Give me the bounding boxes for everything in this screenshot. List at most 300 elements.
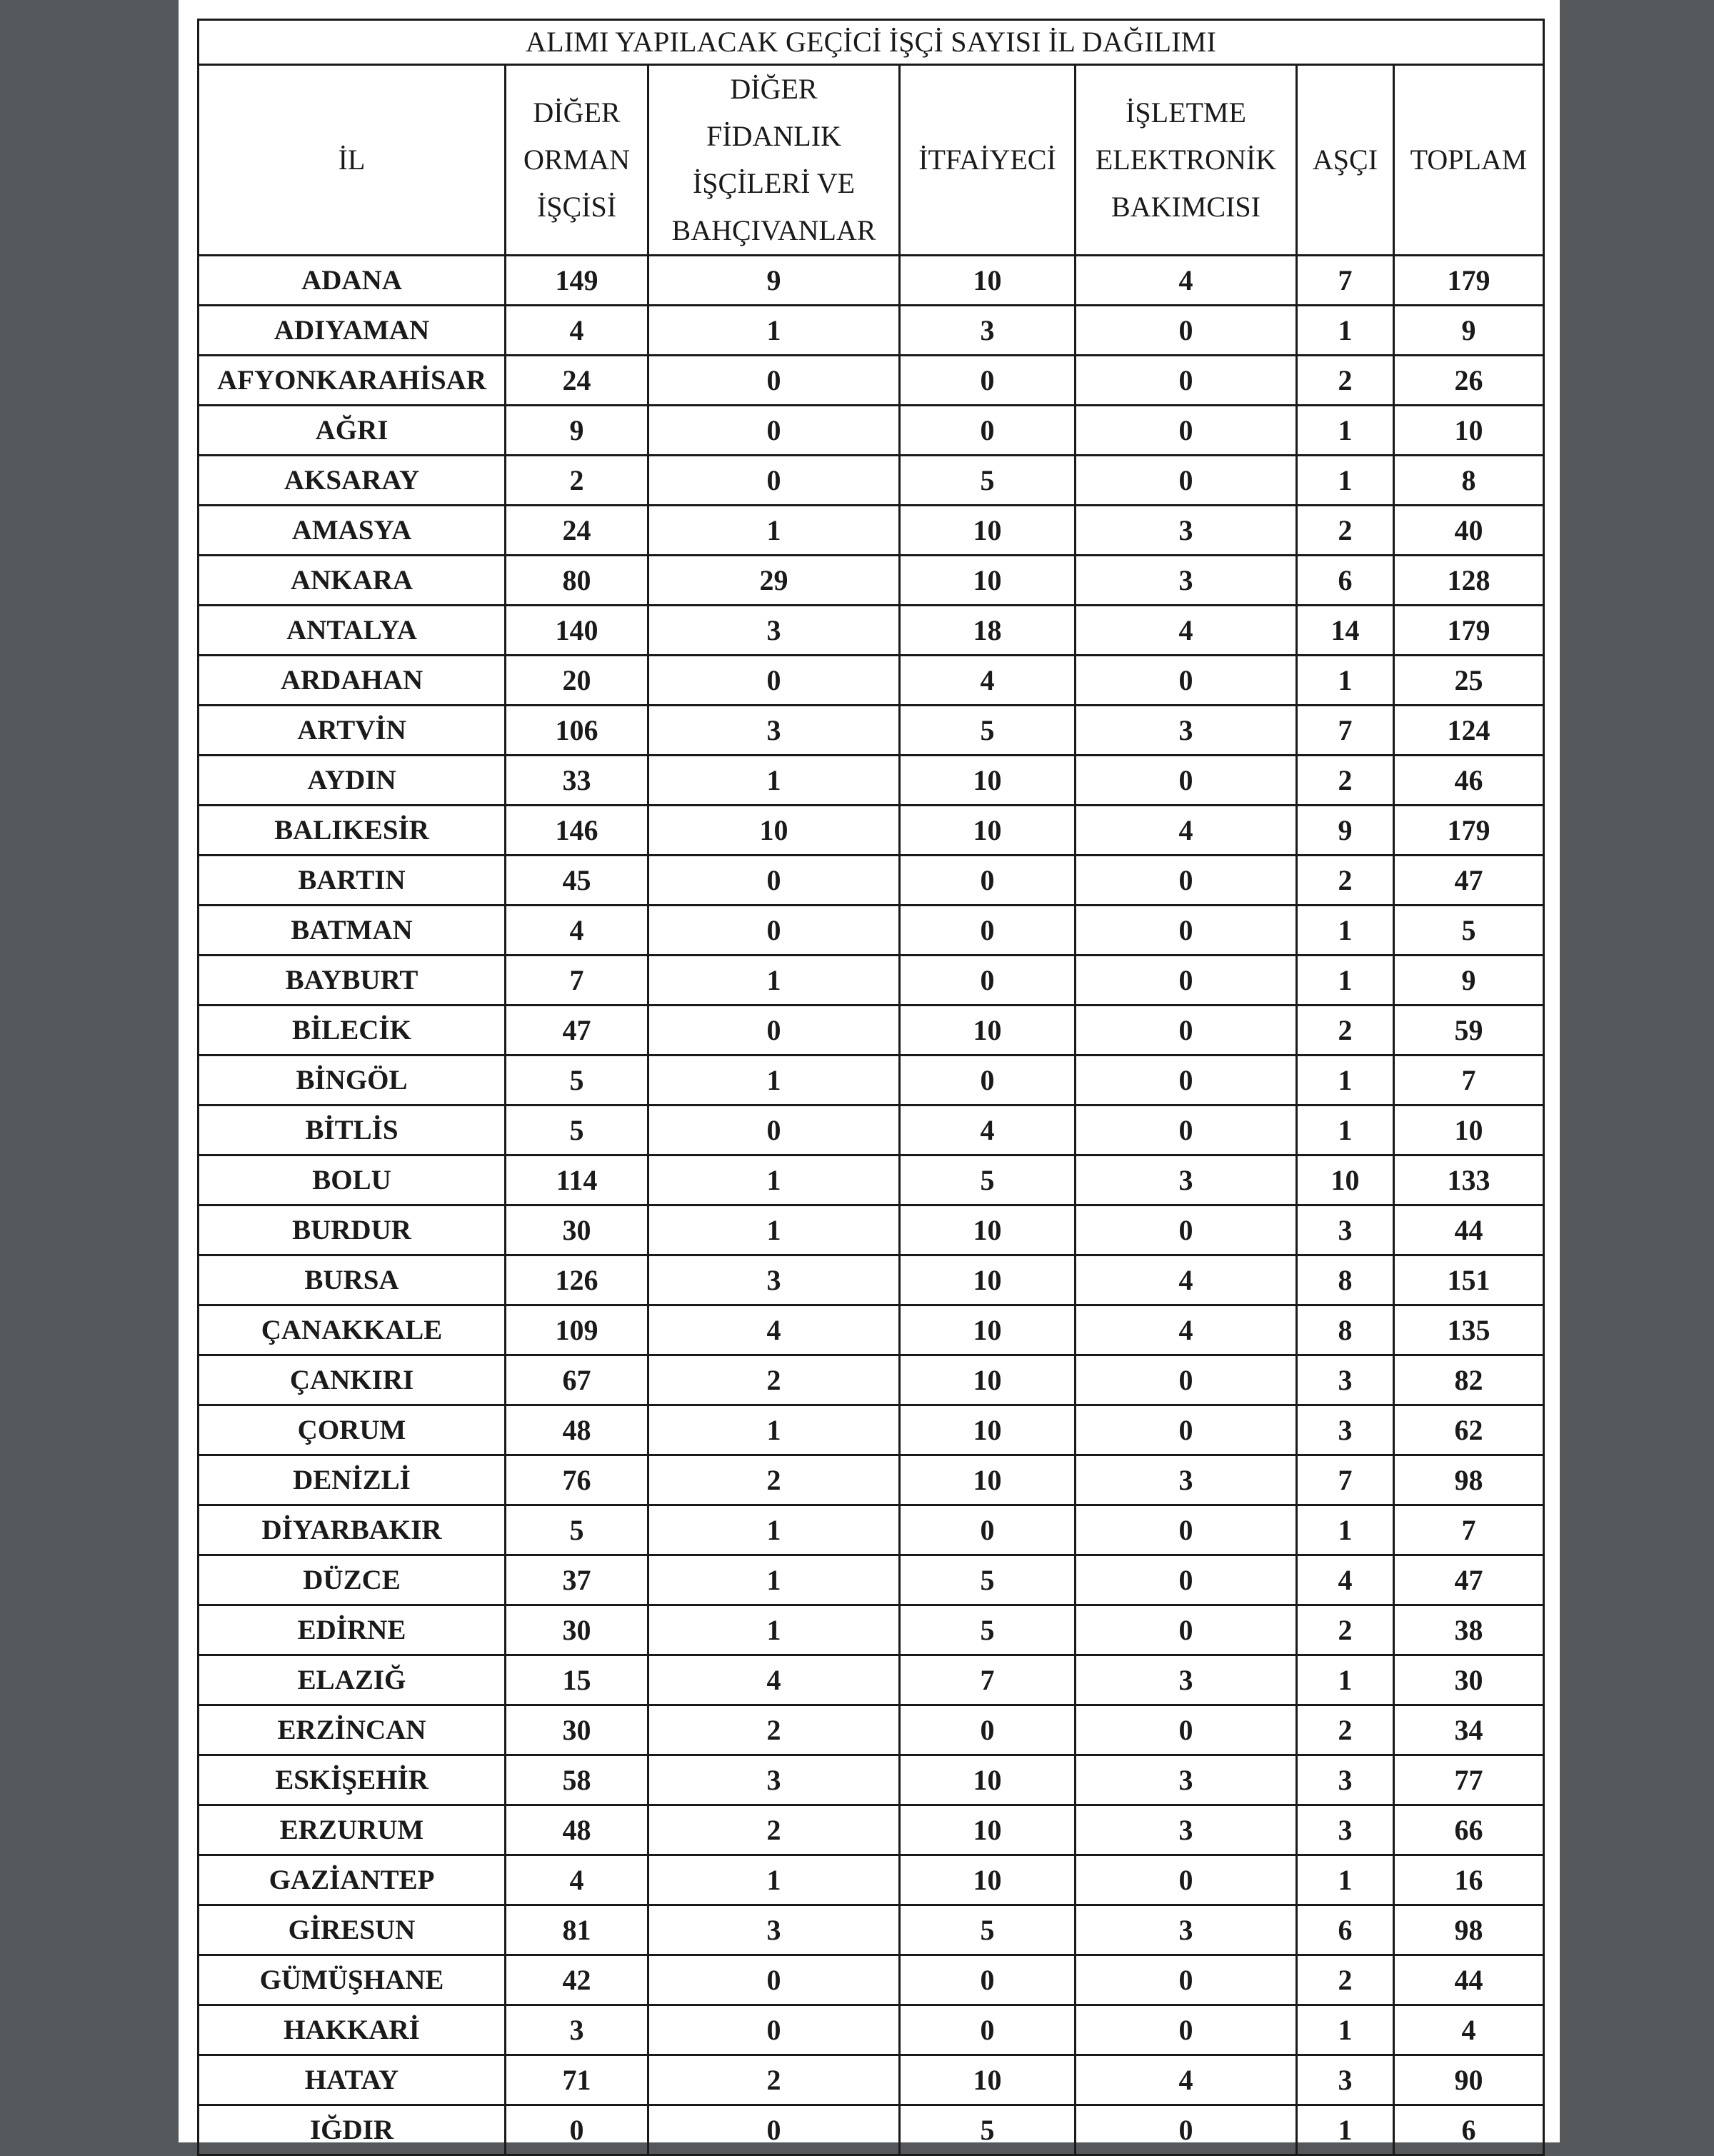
cell-asci: 3 bbox=[1297, 1805, 1394, 1855]
cell-itfaiyeci: 10 bbox=[900, 806, 1076, 856]
table-row bbox=[199, 1705, 1544, 1755]
cell-diger-fidanlik: 0 bbox=[648, 2005, 900, 2055]
cell-diger-orman-iscisi: 149 bbox=[506, 256, 648, 306]
cell-asci: 8 bbox=[1297, 1305, 1394, 1355]
cell-isletme-elektronik: 0 bbox=[1076, 306, 1297, 356]
cell-asci: 6 bbox=[1297, 556, 1394, 606]
cell-itfaiyeci: 10 bbox=[900, 1355, 1076, 1405]
cell-diger-fidanlik: 9 bbox=[648, 256, 900, 306]
cell-asci: 2 bbox=[1297, 856, 1394, 906]
cell-itfaiyeci: 18 bbox=[900, 606, 1076, 656]
table-row bbox=[199, 256, 1544, 306]
cell-diger-orman-iscisi: 9 bbox=[506, 406, 648, 456]
cell-asci: 1 bbox=[1297, 1056, 1394, 1105]
cell-diger-fidanlik: 3 bbox=[648, 1905, 900, 1955]
cell-itfaiyeci: 10 bbox=[900, 1405, 1076, 1455]
header-line: İŞÇİLERİ VE bbox=[692, 167, 856, 199]
cell-il: BURSA bbox=[199, 1255, 506, 1305]
cell-diger-fidanlik: 0 bbox=[648, 906, 900, 956]
cell-il: AĞRI bbox=[199, 406, 506, 456]
cell-asci: 3 bbox=[1297, 1755, 1394, 1805]
cell-il: ARDAHAN bbox=[199, 656, 506, 706]
table-row bbox=[199, 2055, 1544, 2105]
table-row bbox=[199, 1655, 1544, 1705]
cell-toplam: 10 bbox=[1394, 406, 1544, 456]
table-row bbox=[199, 1305, 1544, 1355]
header-line: İŞLETME bbox=[1126, 96, 1246, 129]
table-row bbox=[199, 1006, 1544, 1056]
cell-isletme-elektronik: 0 bbox=[1076, 1605, 1297, 1655]
cell-diger-fidanlik: 2 bbox=[648, 1455, 900, 1505]
cell-toplam: 44 bbox=[1394, 1955, 1544, 2005]
cell-il: HATAY bbox=[199, 2055, 506, 2105]
cell-il: ADANA bbox=[199, 256, 506, 306]
cell-diger-orman-iscisi: 7 bbox=[506, 956, 648, 1006]
cell-itfaiyeci: 10 bbox=[900, 1255, 1076, 1305]
cell-il: ERZİNCAN bbox=[199, 1705, 506, 1755]
cell-isletme-elektronik: 4 bbox=[1076, 256, 1297, 306]
cell-diger-orman-iscisi: 67 bbox=[506, 1355, 648, 1405]
cell-diger-fidanlik: 4 bbox=[648, 1305, 900, 1355]
cell-il: BARTIN bbox=[199, 856, 506, 906]
cell-diger-orman-iscisi: 5 bbox=[506, 1105, 648, 1155]
cell-asci: 4 bbox=[1297, 1555, 1394, 1605]
table-row bbox=[199, 1155, 1544, 1205]
cell-toplam: 179 bbox=[1394, 806, 1544, 856]
cell-diger-orman-iscisi: 30 bbox=[506, 1705, 648, 1755]
cell-itfaiyeci: 5 bbox=[900, 706, 1076, 756]
cell-itfaiyeci: 0 bbox=[900, 906, 1076, 956]
cell-diger-orman-iscisi: 24 bbox=[506, 356, 648, 406]
cell-asci: 3 bbox=[1297, 2055, 1394, 2105]
cell-toplam: 7 bbox=[1394, 1505, 1544, 1555]
cell-isletme-elektronik: 3 bbox=[1076, 1755, 1297, 1805]
cell-il: GİRESUN bbox=[199, 1905, 506, 1955]
cell-toplam: 25 bbox=[1394, 656, 1544, 706]
cell-toplam: 16 bbox=[1394, 1855, 1544, 1905]
cell-il: ANTALYA bbox=[199, 606, 506, 656]
cell-itfaiyeci: 0 bbox=[900, 1505, 1076, 1555]
cell-asci: 3 bbox=[1297, 1405, 1394, 1455]
cell-il: HAKKARİ bbox=[199, 2005, 506, 2055]
header-line: FİDANLIK bbox=[706, 120, 841, 152]
table-row bbox=[199, 656, 1544, 706]
cell-il: AFYONKARAHİSAR bbox=[199, 356, 506, 406]
cell-il: AMASYA bbox=[199, 506, 506, 556]
header-line: ELEKTRONİK bbox=[1095, 144, 1277, 176]
cell-asci: 7 bbox=[1297, 1455, 1394, 1505]
cell-asci: 1 bbox=[1297, 1655, 1394, 1705]
cell-asci: 1 bbox=[1297, 1105, 1394, 1155]
cell-isletme-elektronik: 3 bbox=[1076, 1655, 1297, 1705]
table-row bbox=[199, 506, 1544, 556]
table-row bbox=[199, 1505, 1544, 1555]
cell-asci: 2 bbox=[1297, 1006, 1394, 1056]
table-row bbox=[199, 1805, 1544, 1855]
cell-toplam: 9 bbox=[1394, 306, 1544, 356]
cell-toplam: 90 bbox=[1394, 2055, 1544, 2105]
cell-asci: 10 bbox=[1297, 1155, 1394, 1205]
table-row bbox=[199, 356, 1544, 406]
cell-il: BATMAN bbox=[199, 906, 506, 956]
cell-il: GAZİANTEP bbox=[199, 1855, 506, 1905]
header-line: BAHÇIVANLAR bbox=[671, 214, 876, 246]
cell-itfaiyeci: 10 bbox=[900, 1006, 1076, 1056]
cell-toplam: 5 bbox=[1394, 906, 1544, 956]
cell-isletme-elektronik: 0 bbox=[1076, 1056, 1297, 1105]
cell-isletme-elektronik: 0 bbox=[1076, 756, 1297, 806]
cell-diger-fidanlik: 1 bbox=[648, 1505, 900, 1555]
cell-diger-orman-iscisi: 30 bbox=[506, 1605, 648, 1655]
cell-diger-fidanlik: 0 bbox=[648, 1006, 900, 1056]
cell-diger-fidanlik: 1 bbox=[648, 1155, 900, 1205]
cell-asci: 3 bbox=[1297, 1355, 1394, 1405]
cell-diger-orman-iscisi: 106 bbox=[506, 706, 648, 756]
table-row bbox=[199, 1405, 1544, 1455]
cell-itfaiyeci: 4 bbox=[900, 656, 1076, 706]
cell-il: ERZURUM bbox=[199, 1805, 506, 1855]
cell-toplam: 77 bbox=[1394, 1755, 1544, 1805]
cell-toplam: 151 bbox=[1394, 1255, 1544, 1305]
table-row bbox=[199, 556, 1544, 606]
header-itfaiyeci bbox=[900, 65, 1076, 256]
cell-asci: 2 bbox=[1297, 1955, 1394, 2005]
cell-itfaiyeci: 0 bbox=[900, 2005, 1076, 2055]
cell-itfaiyeci: 10 bbox=[900, 1205, 1076, 1255]
table-row bbox=[199, 1105, 1544, 1155]
cell-itfaiyeci: 10 bbox=[900, 1305, 1076, 1355]
cell-il: DENİZLİ bbox=[199, 1455, 506, 1505]
cell-itfaiyeci: 5 bbox=[900, 1905, 1076, 1955]
cell-asci: 9 bbox=[1297, 806, 1394, 856]
cell-toplam: 128 bbox=[1394, 556, 1544, 606]
cell-itfaiyeci: 5 bbox=[900, 2105, 1076, 2155]
cell-diger-fidanlik: 29 bbox=[648, 556, 900, 606]
cell-diger-fidanlik: 10 bbox=[648, 806, 900, 856]
table-row bbox=[199, 1855, 1544, 1905]
cell-itfaiyeci: 10 bbox=[900, 256, 1076, 306]
cell-isletme-elektronik: 0 bbox=[1076, 1205, 1297, 1255]
cell-diger-orman-iscisi: 48 bbox=[506, 1405, 648, 1455]
cell-itfaiyeci: 10 bbox=[900, 756, 1076, 806]
cell-diger-orman-iscisi: 0 bbox=[506, 2105, 648, 2155]
cell-isletme-elektronik: 3 bbox=[1076, 706, 1297, 756]
cell-diger-orman-iscisi: 45 bbox=[506, 856, 648, 906]
header-line: DİĞER bbox=[533, 96, 621, 129]
cell-toplam: 9 bbox=[1394, 956, 1544, 1006]
cell-isletme-elektronik: 4 bbox=[1076, 1255, 1297, 1305]
cell-toplam: 8 bbox=[1394, 456, 1544, 506]
cell-toplam: 38 bbox=[1394, 1605, 1544, 1655]
cell-il: BİTLİS bbox=[199, 1105, 506, 1155]
cell-isletme-elektronik: 3 bbox=[1076, 1155, 1297, 1205]
cell-diger-orman-iscisi: 2 bbox=[506, 456, 648, 506]
cell-itfaiyeci: 5 bbox=[900, 1555, 1076, 1605]
cell-il: ÇANAKKALE bbox=[199, 1305, 506, 1355]
cell-isletme-elektronik: 0 bbox=[1076, 856, 1297, 906]
header-asci bbox=[1297, 65, 1394, 256]
cell-asci: 6 bbox=[1297, 1905, 1394, 1955]
cell-toplam: 98 bbox=[1394, 1455, 1544, 1505]
cell-diger-orman-iscisi: 33 bbox=[506, 756, 648, 806]
table-title: ALIMI YAPILACAK GEÇİCİ İŞÇİ SAYISI İL DAĞILIMI bbox=[199, 20, 1544, 65]
cell-diger-fidanlik: 1 bbox=[648, 306, 900, 356]
cell-il: BALIKESİR bbox=[199, 806, 506, 856]
cell-diger-fidanlik: 4 bbox=[648, 1655, 900, 1705]
cell-diger-fidanlik: 2 bbox=[648, 1805, 900, 1855]
table-row bbox=[199, 1355, 1544, 1405]
cell-diger-fidanlik: 2 bbox=[648, 1355, 900, 1405]
table-row bbox=[199, 906, 1544, 956]
cell-asci: 7 bbox=[1297, 706, 1394, 756]
cell-isletme-elektronik: 4 bbox=[1076, 1305, 1297, 1355]
cell-isletme-elektronik: 0 bbox=[1076, 656, 1297, 706]
cell-asci: 2 bbox=[1297, 1605, 1394, 1655]
cell-asci: 1 bbox=[1297, 1505, 1394, 1555]
cell-il: BİLECİK bbox=[199, 1006, 506, 1056]
cell-diger-orman-iscisi: 30 bbox=[506, 1205, 648, 1255]
cell-asci: 1 bbox=[1297, 306, 1394, 356]
cell-toplam: 40 bbox=[1394, 506, 1544, 556]
header-toplam bbox=[1394, 65, 1544, 256]
cell-itfaiyeci: 5 bbox=[900, 1155, 1076, 1205]
cell-diger-orman-iscisi: 3 bbox=[506, 2005, 648, 2055]
table-row bbox=[199, 1905, 1544, 1955]
table-row bbox=[199, 1056, 1544, 1105]
cell-diger-orman-iscisi: 4 bbox=[506, 906, 648, 956]
cell-itfaiyeci: 0 bbox=[900, 356, 1076, 406]
table-row bbox=[199, 406, 1544, 456]
cell-isletme-elektronik: 0 bbox=[1076, 356, 1297, 406]
cell-diger-orman-iscisi: 58 bbox=[506, 1755, 648, 1805]
table-row bbox=[199, 2105, 1544, 2155]
table-row bbox=[199, 456, 1544, 506]
cell-toplam: 30 bbox=[1394, 1655, 1544, 1705]
header-line: AŞÇI bbox=[1312, 144, 1378, 176]
cell-diger-orman-iscisi: 20 bbox=[506, 656, 648, 706]
document-page bbox=[179, 0, 1560, 2146]
header-diger-fidanlik-iscileri bbox=[648, 65, 900, 256]
cell-asci: 3 bbox=[1297, 1205, 1394, 1255]
cell-toplam: 7 bbox=[1394, 1056, 1544, 1105]
table-row bbox=[199, 1605, 1544, 1655]
cell-il: ESKİŞEHİR bbox=[199, 1755, 506, 1805]
cell-toplam: 59 bbox=[1394, 1006, 1544, 1056]
cell-diger-fidanlik: 0 bbox=[648, 2105, 900, 2155]
cell-itfaiyeci: 7 bbox=[900, 1655, 1076, 1705]
cell-itfaiyeci: 0 bbox=[900, 956, 1076, 1006]
header-line: TOPLAM bbox=[1410, 144, 1528, 176]
cell-itfaiyeci: 0 bbox=[900, 1705, 1076, 1755]
cell-il: ANKARA bbox=[199, 556, 506, 606]
cell-itfaiyeci: 0 bbox=[900, 1056, 1076, 1105]
cell-toplam: 47 bbox=[1394, 856, 1544, 906]
cell-il: BİNGÖL bbox=[199, 1056, 506, 1105]
cell-isletme-elektronik: 0 bbox=[1076, 906, 1297, 956]
cell-itfaiyeci: 0 bbox=[900, 406, 1076, 456]
cell-itfaiyeci: 0 bbox=[900, 1955, 1076, 2005]
cell-isletme-elektronik: 3 bbox=[1076, 556, 1297, 606]
cell-diger-fidanlik: 0 bbox=[648, 856, 900, 906]
cell-diger-orman-iscisi: 76 bbox=[506, 1455, 648, 1505]
cell-toplam: 179 bbox=[1394, 256, 1544, 306]
cell-isletme-elektronik: 4 bbox=[1076, 806, 1297, 856]
cell-itfaiyeci: 10 bbox=[900, 1755, 1076, 1805]
cell-il: AKSARAY bbox=[199, 456, 506, 506]
cell-itfaiyeci: 0 bbox=[900, 856, 1076, 906]
cell-il: BOLU bbox=[199, 1155, 506, 1205]
cell-toplam: 62 bbox=[1394, 1405, 1544, 1455]
cell-asci: 1 bbox=[1297, 656, 1394, 706]
cell-diger-orman-iscisi: 47 bbox=[506, 1006, 648, 1056]
cell-diger-orman-iscisi: 4 bbox=[506, 306, 648, 356]
cell-diger-fidanlik: 0 bbox=[648, 406, 900, 456]
cell-toplam: 124 bbox=[1394, 706, 1544, 756]
cell-il: DİYARBAKIR bbox=[199, 1505, 506, 1555]
cell-toplam: 98 bbox=[1394, 1905, 1544, 1955]
cell-diger-fidanlik: 1 bbox=[648, 1855, 900, 1905]
cell-il: GÜMÜŞHANE bbox=[199, 1955, 506, 2005]
table-row bbox=[199, 606, 1544, 656]
cell-itfaiyeci: 10 bbox=[900, 1855, 1076, 1905]
table-row bbox=[199, 306, 1544, 356]
cell-toplam: 6 bbox=[1394, 2105, 1544, 2155]
cell-il: AYDIN bbox=[199, 756, 506, 806]
cell-itfaiyeci: 10 bbox=[900, 2055, 1076, 2105]
cell-diger-orman-iscisi: 146 bbox=[506, 806, 648, 856]
cell-diger-orman-iscisi: 71 bbox=[506, 2055, 648, 2105]
cell-il: ÇORUM bbox=[199, 1405, 506, 1455]
cell-diger-fidanlik: 1 bbox=[648, 1205, 900, 1255]
header-line: ORMAN bbox=[523, 144, 630, 176]
cell-il: BURDUR bbox=[199, 1205, 506, 1255]
cell-diger-fidanlik: 2 bbox=[648, 1705, 900, 1755]
cell-itfaiyeci: 5 bbox=[900, 456, 1076, 506]
cell-isletme-elektronik: 0 bbox=[1076, 406, 1297, 456]
cell-toplam: 4 bbox=[1394, 2005, 1544, 2055]
cell-diger-orman-iscisi: 114 bbox=[506, 1155, 648, 1205]
cell-toplam: 179 bbox=[1394, 606, 1544, 656]
cell-toplam: 47 bbox=[1394, 1555, 1544, 1605]
cell-isletme-elektronik: 3 bbox=[1076, 1455, 1297, 1505]
cell-toplam: 44 bbox=[1394, 1205, 1544, 1255]
cell-diger-fidanlik: 3 bbox=[648, 706, 900, 756]
cell-toplam: 10 bbox=[1394, 1105, 1544, 1155]
table-row bbox=[199, 856, 1544, 906]
cell-diger-fidanlik: 1 bbox=[648, 1605, 900, 1655]
cell-isletme-elektronik: 0 bbox=[1076, 1405, 1297, 1455]
cell-asci: 7 bbox=[1297, 256, 1394, 306]
cell-diger-orman-iscisi: 37 bbox=[506, 1555, 648, 1605]
cell-itfaiyeci: 10 bbox=[900, 1805, 1076, 1855]
table-row bbox=[199, 756, 1544, 806]
cell-diger-fidanlik: 1 bbox=[648, 1405, 900, 1455]
cell-diger-fidanlik: 2 bbox=[648, 2055, 900, 2105]
cell-itfaiyeci: 4 bbox=[900, 1105, 1076, 1155]
cell-toplam: 133 bbox=[1394, 1155, 1544, 1205]
cell-il: ADIYAMAN bbox=[199, 306, 506, 356]
table-row bbox=[199, 1455, 1544, 1505]
cell-asci: 2 bbox=[1297, 356, 1394, 406]
cell-asci: 1 bbox=[1297, 1855, 1394, 1905]
cell-toplam: 66 bbox=[1394, 1805, 1544, 1855]
cell-diger-orman-iscisi: 126 bbox=[506, 1255, 648, 1305]
cell-toplam: 34 bbox=[1394, 1705, 1544, 1755]
cell-toplam: 26 bbox=[1394, 356, 1544, 406]
column-headers bbox=[199, 65, 1544, 256]
cell-itfaiyeci: 5 bbox=[900, 1605, 1076, 1655]
cell-diger-fidanlik: 1 bbox=[648, 956, 900, 1006]
cell-isletme-elektronik: 0 bbox=[1076, 1355, 1297, 1405]
cell-itfaiyeci: 10 bbox=[900, 506, 1076, 556]
header-line: İŞÇİSİ bbox=[536, 191, 617, 223]
cell-il: ELAZIĞ bbox=[199, 1655, 506, 1705]
cell-diger-fidanlik: 3 bbox=[648, 1255, 900, 1305]
header-line: İTFAİYECİ bbox=[918, 144, 1056, 176]
cell-toplam: 46 bbox=[1394, 756, 1544, 806]
cell-asci: 1 bbox=[1297, 2105, 1394, 2155]
cell-diger-orman-iscisi: 109 bbox=[506, 1305, 648, 1355]
cell-asci: 1 bbox=[1297, 406, 1394, 456]
cell-il: EDİRNE bbox=[199, 1605, 506, 1655]
cell-diger-fidanlik: 3 bbox=[648, 606, 900, 656]
cell-diger-orman-iscisi: 81 bbox=[506, 1905, 648, 1955]
cell-diger-fidanlik: 0 bbox=[648, 1105, 900, 1155]
cell-diger-orman-iscisi: 48 bbox=[506, 1805, 648, 1855]
header-line: BAKIMCISI bbox=[1111, 191, 1261, 223]
cell-isletme-elektronik: 0 bbox=[1076, 2005, 1297, 2055]
cell-diger-fidanlik: 0 bbox=[648, 656, 900, 706]
cell-itfaiyeci: 3 bbox=[900, 306, 1076, 356]
cell-il: DÜZCE bbox=[199, 1555, 506, 1605]
cell-itfaiyeci: 10 bbox=[900, 1455, 1076, 1505]
cell-isletme-elektronik: 3 bbox=[1076, 506, 1297, 556]
cell-asci: 14 bbox=[1297, 606, 1394, 656]
cell-isletme-elektronik: 0 bbox=[1076, 2105, 1297, 2155]
cell-asci: 2 bbox=[1297, 756, 1394, 806]
header-il bbox=[199, 65, 506, 256]
cell-isletme-elektronik: 0 bbox=[1076, 1955, 1297, 2005]
cell-toplam: 135 bbox=[1394, 1305, 1544, 1355]
cell-isletme-elektronik: 0 bbox=[1076, 1505, 1297, 1555]
header-diger-orman-iscisi bbox=[506, 65, 648, 256]
cell-il: ÇANKIRI bbox=[199, 1355, 506, 1405]
cell-diger-fidanlik: 3 bbox=[648, 1755, 900, 1805]
table-row bbox=[199, 1205, 1544, 1255]
cell-isletme-elektronik: 0 bbox=[1076, 1006, 1297, 1056]
table-row bbox=[199, 1755, 1544, 1805]
cell-asci: 8 bbox=[1297, 1255, 1394, 1305]
cell-itfaiyeci: 10 bbox=[900, 556, 1076, 606]
cell-diger-orman-iscisi: 5 bbox=[506, 1505, 648, 1555]
cell-isletme-elektronik: 0 bbox=[1076, 456, 1297, 506]
cell-isletme-elektronik: 3 bbox=[1076, 1805, 1297, 1855]
cell-diger-fidanlik: 1 bbox=[648, 1056, 900, 1105]
cell-diger-fidanlik: 0 bbox=[648, 1955, 900, 2005]
cell-diger-fidanlik: 0 bbox=[648, 456, 900, 506]
cell-isletme-elektronik: 0 bbox=[1076, 1705, 1297, 1755]
cell-asci: 1 bbox=[1297, 956, 1394, 1006]
header-line: DİĞER bbox=[730, 73, 818, 105]
cell-diger-orman-iscisi: 80 bbox=[506, 556, 648, 606]
cell-diger-orman-iscisi: 4 bbox=[506, 1855, 648, 1905]
table-body bbox=[199, 256, 1544, 2155]
cell-diger-fidanlik: 1 bbox=[648, 756, 900, 806]
cell-il: BAYBURT bbox=[199, 956, 506, 1006]
cell-asci: 1 bbox=[1297, 2005, 1394, 2055]
cell-diger-orman-iscisi: 5 bbox=[506, 1056, 648, 1105]
table-row bbox=[199, 1955, 1544, 2005]
